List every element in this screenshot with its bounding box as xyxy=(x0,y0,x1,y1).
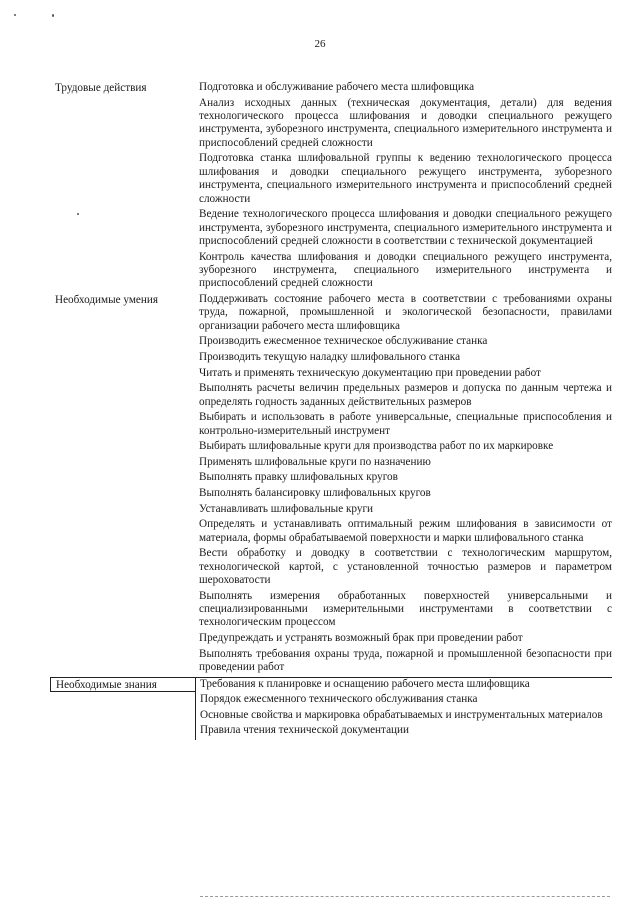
list-item: Порядок ежесменного технического обслуживания станка xyxy=(200,693,478,706)
scan-speck xyxy=(14,14,16,16)
list-item: Выполнять расчеты величин предельных размеров и допуска по данным чертежа и определять годность заданных действительных размеров xyxy=(199,382,612,408)
list-item: Выбирать и использовать в работе универсальные, специальные приспособления и контрольно-измерительный инструмент xyxy=(199,411,612,437)
list-item: Выполнять балансировку шлифовальных кругов xyxy=(199,487,431,499)
scan-speck xyxy=(52,14,54,17)
requirements-table xyxy=(50,81,612,740)
list-item: Производить ежесменное техническое обслуживание станка xyxy=(199,335,488,348)
section-label: Трудовые действия xyxy=(55,82,147,94)
list-item: Поддерживать состояние рабочего места в соответствии с требованиями охраны труда, пожарной, промышленной и экологической безопасности, правилами организации рабочего места шлифовщика xyxy=(199,293,612,332)
list-item: Требования к планировке и оснащению рабочего места шлифовщика xyxy=(200,677,530,690)
list-item: Устанавливать шлифовальные круги xyxy=(199,502,374,515)
list-item: Читать и применять техническую документацию при проведении работ xyxy=(199,366,541,379)
list-item: Подготовка и обслуживание рабочего места шлифовщика xyxy=(199,81,475,93)
section-required-skills xyxy=(50,293,612,677)
list-item: Анализ исходных данных (техническая документация, детали) для ведения технологического процесса шлифования и доводки специального режущего инструмента, зуборезного инструмента, специального измерительного инструмента и приспособлений средней сложности xyxy=(199,96,612,149)
list-item: Производить текущую наладку шлифовального станка xyxy=(199,351,461,364)
list-item: Контроль качества шлифования и доводки специального режущего инструмента, зуборезного инструмента, специального измерительного инструмента и приспособлений средней сложности xyxy=(199,250,612,290)
list-item: Применять шлифовальные круги по назначению xyxy=(199,455,431,468)
section-items xyxy=(195,81,612,293)
section-label: Необходимые знания xyxy=(50,677,195,692)
section-labor-actions xyxy=(50,81,612,293)
section-label: Необходимые умения xyxy=(55,294,158,307)
page-number: 26 xyxy=(314,38,326,50)
section-required-knowledge xyxy=(50,677,612,740)
list-item: Выполнять правку шлифовальных кругов xyxy=(199,471,398,484)
section-items xyxy=(195,293,612,677)
list-item: Выполнять измерения обработанных поверхностей универсальными и специализированными измерительными инструментами в соответствии с технологическим процессом xyxy=(199,589,612,629)
list-item: Ведение технологического процесса шлифования и доводки специального режущего инструмента, зуборезного инструмента, специального измерительного инструмента и приспособлений средней сложности в соответствии с технической документацией xyxy=(199,208,612,248)
list-item: Правила чтения технической документации xyxy=(200,724,410,737)
list-item: Основные свойства и маркировка обрабатываемых и инструментальных материалов xyxy=(200,708,603,721)
list-item: Выполнять требования охраны труда, пожарной и промышленной безопасности при проведении работ xyxy=(199,647,612,673)
list-item: Подготовка станка шлифовальной группы к ведению технологического процесса шлифования и доводки специального режущего инструмента, зуборезного инструмента, специального измерительного инструмента и приспособлений средней сложности xyxy=(199,152,612,205)
list-item: Вести обработку и доводку в соответствии с технологическим маршрутом, технологической картой, с установленной точностью размеров и параметром шероховатости xyxy=(199,547,612,586)
list-item: Предупреждать и устранять возможный брак при проведении работ xyxy=(199,632,523,644)
table-bottom-edge xyxy=(200,896,610,897)
list-item: Определять и устанавливать оптимальный режим шлифования в зависимости от материала, формы обрабатываемой поверхности и марки шлифовального станка xyxy=(199,518,612,544)
section-items xyxy=(195,677,612,740)
list-item: Выбирать шлифовальные круги для производства работ по их маркировке xyxy=(199,440,554,453)
